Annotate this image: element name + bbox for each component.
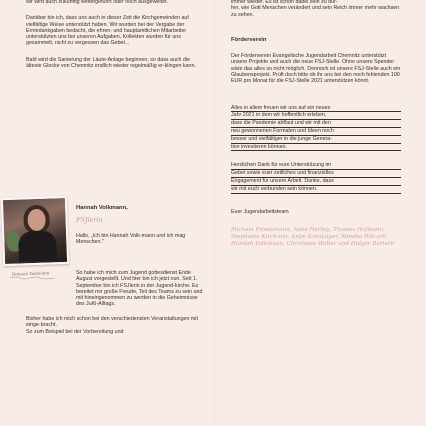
highlight-line: tion investieren können. [231,144,401,152]
highlight-block-1 [231,105,401,152]
author-block [76,205,204,251]
right-column [231,0,401,255]
portrait-photo [1,196,69,266]
highlight-line: besser und vielfältiger in die junge Genera- [231,136,401,144]
intro-text: wir wird auch zukünftig weitergeführt oder noch ausgeweitet. [26,0,168,5]
paragraph-bells: Bald wird die Sanierung der Läute-Anlage beginnen, so dass auch die älteste Glocke von Chemnitz endlich wieder regelmäßig er-klingen kann. [26,56,196,70]
top-text-prefix: immer wieder. Es ist schön dabei sein zu dür- [231,0,338,5]
author-name: Hannah Volkmann, [76,205,128,211]
left-column [26,0,202,75]
top-text: fen, wie Gott Menschen verändert und sein Reich immer mehr wachsen zu sehen. [231,5,400,18]
author-text-3: So zum Beispiel bei der Vorbereitung und [26,329,124,336]
photo-caption: Hannah Volkmann [11,270,50,277]
section-title-foerderverein: Förderverein [231,36,267,43]
team-signatures: Michael Friedemann, Anne Herbig, Thomas Hofmann, Stephanie Kirch-ner, Antje Kreutziger, Monika Rüt-zell, Hannah Volkmann, Christiane Walter und Holger Bartsch [231,226,395,248]
author-role: FSJlerin [76,216,103,225]
highlight-line: neu gewonnenen Formaten und Ideen noch [231,128,401,136]
highlight-line: Alles in allem freuen wir uns auf ein neues [231,105,401,113]
author-text [26,270,204,342]
highlight-line: wir mit euch verbunden sein können. [231,186,401,194]
foerderverein-text: Der Förderverein Evangelische Jugendarbeit Chemnitz unterstützt unsere Projekte und auch die neue FSJ-Stelle. Ohne unsere Spender wäre das alles so nicht möglich. Dennoch ist unsere FSJ-Stelle auch ein Glaubensprojekt. Prüft doch bitte ob ihr uns bei den noch fehlenden 100 EUR pro Monat für die FSJ-Stelle 2021 unterstützen könnt. [231,53,401,85]
highlight-line: dass die Pandemie abflaut und wir mit den [231,120,401,128]
highlight-line: Engagement für unsere Arbeit. Danke, dass [231,178,401,186]
highlight-block-2 [231,162,401,193]
highlight-line: Gebet sowie euer zeitliches und finanzielles [231,170,401,178]
page-fold [214,0,215,426]
paragraph-gratitude: Dankbar bin ich, dass uns auch in dieser Zeit die Kirchgemeinden auf vielfältige Weise unterstützt haben. Wir wurden bei der Vergabe der Erntedankgaben bedacht, die ehren- und hauptamtlichen Mitarbeiter unterstützten uns bei unseren Aufgaben, Kollekten wurden für uns gesammelt, nicht zu vergessen das Gebet... [26,15,189,47]
closing-text: Euer Jugendarbeitsteam [231,208,289,215]
body-shape [18,230,57,261]
author-greeting: Hallo, „Ich bin Hannah Volk-mann und ich mag Menschen." [76,232,186,245]
highlight-line: Herzlichen Dank für eure Unterstützung im [231,162,401,170]
author-text-1: So habe ich mich zum Jugend gottesdienst Ende August vorgestellt. Und hier bin ich jetzt nun. Seit 1. September bin ich FSJlerin in der Jugend-kirche. Es bereitet mir große Freude, Teil des Teams zu sein und mit hineingenommen zu werden in die Geheimnisse des JuKi-Alltags. [76,270,203,308]
highlight-line: Jahr 2021 in dem wir hoffentlich erleben, [231,112,401,120]
author-text-2: Bisher habe ich mich schon bei den verschiedensten Veranstaltungen mit einge-bracht. [26,315,198,329]
